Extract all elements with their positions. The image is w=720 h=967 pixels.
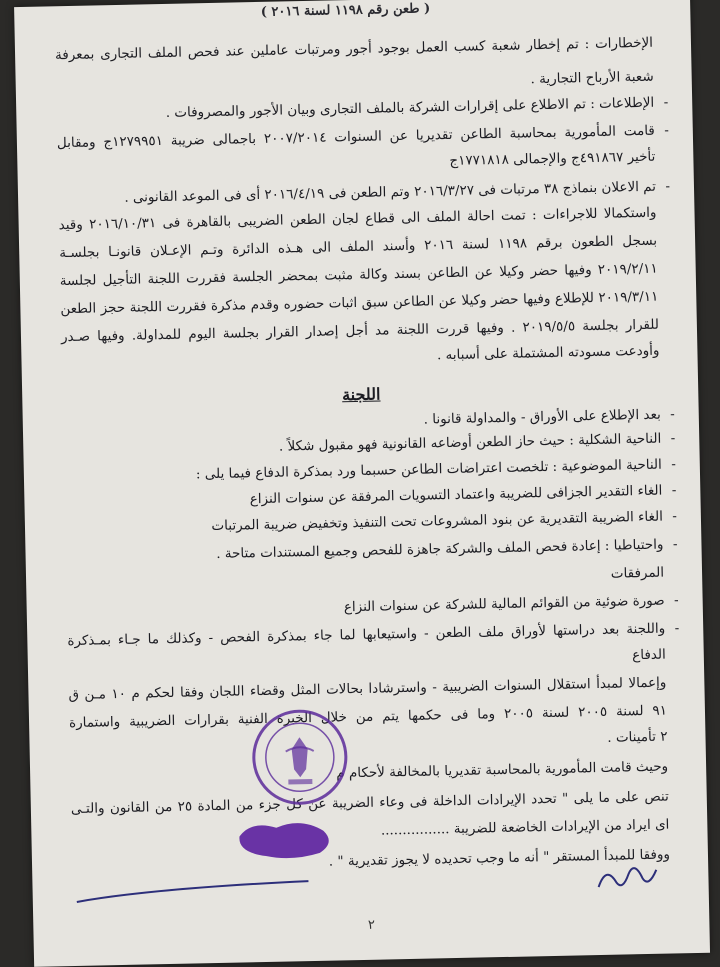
text-line: الإخطارات : تم إخطار شعبة كسب العمل بوجود أجور ومرتبات عاملين عند فحص الملف التجارى بمعرفة <box>54 34 654 64</box>
text-line: - بعد الإطلاع على الأوراق - والمداولة قانونا . <box>63 406 661 437</box>
text-line: وحيث قامت المأمورية بالمحاسبة تقديريا بالمخالفة لأحكام م <box>336 758 669 782</box>
pen-stroke <box>72 873 313 908</box>
text-line: للقرار بجلسة ٢٠١٩/٥/٥ . وفيها قررت اللجنة مد أجل إصدار القرار بجلسة اليوم للمداولة. وفيها صـدر <box>60 316 660 346</box>
text-line: تأخير ٤٩١٨٦٧ج والإجمالى ١٧٧١٨١٨ج <box>449 148 656 169</box>
page-number: ٢ <box>367 917 376 933</box>
text-line: - الغاء الضريبة التقديرية عن بنود المشروعات تحت التنفيذ وتخفيض ضريبة المرتبات <box>65 508 663 539</box>
text-line: شعبة الأرباح التجارية . <box>530 68 654 88</box>
text-line: الدفاع <box>632 646 666 664</box>
text-line: ٢٠١٩/٢/١١ وفيها حضر وكيلا عن الطاعن بسند وكالة مثبت بمحضر الجلسة فقررت اللجنة التأجيل لجلسة <box>59 260 658 290</box>
text-line: تنص على ما يلى " تحدد الإيرادات الداخلة فى وعاء الضريبة عن كل جزء من المادة ٢٥ من القانون والتـى <box>70 788 669 818</box>
ink-smudge <box>231 812 342 864</box>
text-line: ٢٠١٩/٣/١١ للإطلاع وفيها حضر وكيلا عن الطاعن سبق اثبات حضوره وقدم مذكرة فقررت اللجنة حجز الطعن <box>60 288 659 318</box>
text-line: - واللجنة بعد دراستها لأوراق ملف الطعن - واستيعابها لما جاء بمذكرة الفحص - وكذلك ما جـاء بمـذكرة <box>67 620 665 651</box>
text-line: اى ايراد من الإيرادات الخاضعة للضريبة ................ <box>380 816 670 839</box>
text-line: وأودعت مسودته المشتملة على أسبابه . <box>436 342 660 364</box>
document-header: ( طعن رقم ١١٩٨ لسنة ٢٠١٦ ) <box>260 1 431 20</box>
text-line: ٢ تأمينات . <box>607 728 668 746</box>
text-line: - صورة ضوئية من القوائم المالية للشركة عن سنوات النزاع <box>67 592 665 623</box>
signature <box>592 856 663 897</box>
text-line: - تم الاعلان بنماذج ٣٨ مرتبات فى ٢٠١٦/٣/٢٧ وتم الطعن فى ٢٠١٦/٤/١٩ أى فى الموعد القانونى . <box>58 178 656 209</box>
text-line: - الناحية الشكلية : حيث حاز الطعن أوضاعه القانونية فهو مقبول شكلاً . <box>63 430 661 461</box>
text-line: ووفقا للمبدأ المستقر " أنه ما وجب تحديده لا يجوز تقديرية " . <box>328 846 671 870</box>
text-line: - قامت المأمورية بمحاسبة الطاعن تقديريا عن السنوات ٢٠٠٧/٢٠١٤ باجمالى ضريبة ١٢٧٩٩٥١ج ومقابل <box>57 122 655 153</box>
document-page <box>14 0 710 967</box>
text-line: المرفقات <box>610 564 665 582</box>
text-line: - الغاء التقدير الجزافى للضريبة واعتماد التسويات المرفقة عن سنوات النزاع <box>64 482 662 513</box>
text-line: واستكمالا للاجراءات : تمت احالة الملف الى قطاع لجان الطعن الضريبى بالقاهرة فى ٢٠١٦/١٠/٣١ وقيد <box>58 204 657 234</box>
text-line: - الإطلاعات : تم الاطلاع على إقرارات الشركة بالملف التجارى وبيان الأجور والمصروفات . <box>56 94 654 125</box>
section-heading: اللجنة <box>341 384 381 405</box>
text-line: ٩١ لسنة ٢٠٠٥ لسنة ٢٠٠٥ وما فى حكمها يتم من خلال الخبرة الفنية بقرارات الضريبية واستمارة <box>68 702 668 732</box>
text-line: وإعمالا لمبدأ استقلال السنوات الضريبية - واسترشادا بحالات المثل وقضاء اللجان وفقا لحكم م ١٠ مـن ق <box>68 674 667 704</box>
official-stamp <box>249 706 351 808</box>
text-line: - واحتياطيا : إعادة فحص الملف والشركة جاهزة للفحص وجميع المستندات متاحة . <box>65 536 663 567</box>
text-line: بسجل الطعون برقم ١١٩٨ لسنة ٢٠١٦ وأسند الملف الى هـذه الدائرة وتـم الإعـلان قانونـا بجلسـة <box>59 232 658 262</box>
text-line: - الناحية الموضوعية : تلخصت اعتراضات الطاعن حسبما ورد بمذكرة الدفاع فيما يلى : <box>64 456 662 487</box>
